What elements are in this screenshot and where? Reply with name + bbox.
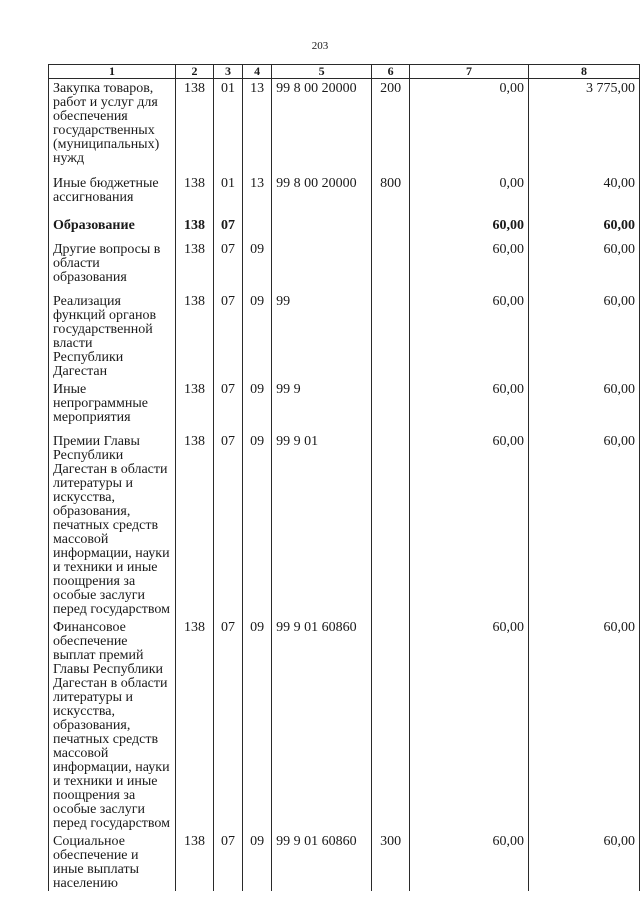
cell-amount-8: 60,00 bbox=[528, 213, 639, 239]
cell-expense-type bbox=[372, 239, 410, 291]
cell-section: 07 bbox=[213, 831, 242, 891]
cell-expense-type: 800 bbox=[372, 174, 410, 213]
budget-table bbox=[48, 64, 640, 891]
cell-amount-7: 60,00 bbox=[410, 617, 529, 831]
cell-subsection: 13 bbox=[243, 174, 272, 213]
table-row bbox=[49, 379, 640, 431]
cell-section: 07 bbox=[213, 213, 242, 239]
cell-amount-7: 60,00 bbox=[410, 379, 529, 431]
cell-section: 07 bbox=[213, 239, 242, 291]
cell-section: 07 bbox=[213, 379, 242, 431]
column-header-3: 3 bbox=[213, 65, 242, 79]
column-header-2: 2 bbox=[176, 65, 214, 79]
table-row bbox=[49, 174, 640, 213]
cell-target-article: 99 9 bbox=[272, 379, 372, 431]
table-row bbox=[49, 291, 640, 379]
table-row bbox=[49, 213, 640, 239]
cell-target-article: 99 8 00 20000 bbox=[272, 174, 372, 213]
row-name: Другие вопросы в области образования bbox=[49, 239, 176, 291]
cell-subsection: 09 bbox=[243, 379, 272, 431]
cell-amount-8: 3 775,00 bbox=[528, 79, 639, 175]
cell-section: 07 bbox=[213, 617, 242, 831]
row-name: Финансовое обеспечение выплат премий Главы Республики Дагестан в области литературы и искусства, образования, печатных средств массовой информации, науки и техники и иные поощрения за особые заслуги перед государством bbox=[49, 617, 176, 831]
column-header-6: 6 bbox=[372, 65, 410, 79]
cell-amount-7: 0,00 bbox=[410, 174, 529, 213]
table-row bbox=[49, 79, 640, 175]
row-name: Образование bbox=[49, 213, 176, 239]
cell-admin-code: 138 bbox=[176, 617, 214, 831]
cell-target-article: 99 9 01 60860 bbox=[272, 831, 372, 891]
column-header-1: 1 bbox=[49, 65, 176, 79]
cell-amount-8: 60,00 bbox=[528, 291, 639, 379]
cell-expense-type bbox=[372, 213, 410, 239]
cell-target-article: 99 bbox=[272, 291, 372, 379]
cell-admin-code: 138 bbox=[176, 239, 214, 291]
cell-subsection: 09 bbox=[243, 617, 272, 831]
cell-amount-7: 60,00 bbox=[410, 239, 529, 291]
row-name: Социальное обеспечение и иные выплаты населению bbox=[49, 831, 176, 891]
column-header-7: 7 bbox=[410, 65, 529, 79]
cell-target-article bbox=[272, 239, 372, 291]
cell-admin-code: 138 bbox=[176, 291, 214, 379]
cell-amount-7: 60,00 bbox=[410, 213, 529, 239]
cell-expense-type: 200 bbox=[372, 79, 410, 175]
cell-expense-type: 300 bbox=[372, 831, 410, 891]
cell-amount-8: 60,00 bbox=[528, 617, 639, 831]
row-name: Реализация функций органов государственной власти Республики Дагестан bbox=[49, 291, 176, 379]
cell-target-article: 99 8 00 20000 bbox=[272, 79, 372, 175]
cell-amount-7: 0,00 bbox=[410, 79, 529, 175]
cell-subsection bbox=[243, 213, 272, 239]
row-name: Закупка товаров, работ и услуг для обеспечения государственных (муниципальных) нужд bbox=[49, 79, 176, 175]
cell-amount-7: 60,00 bbox=[410, 291, 529, 379]
cell-section: 07 bbox=[213, 291, 242, 379]
cell-amount-8: 60,00 bbox=[528, 379, 639, 431]
cell-subsection: 09 bbox=[243, 431, 272, 617]
cell-expense-type bbox=[372, 379, 410, 431]
cell-target-article: 99 9 01 60860 bbox=[272, 617, 372, 831]
header-row bbox=[49, 65, 640, 79]
table-row bbox=[49, 239, 640, 291]
cell-admin-code: 138 bbox=[176, 831, 214, 891]
cell-section: 01 bbox=[213, 79, 242, 175]
table-row bbox=[49, 831, 640, 891]
cell-expense-type bbox=[372, 617, 410, 831]
cell-subsection: 13 bbox=[243, 79, 272, 175]
row-name: Иные непрограммные мероприятия bbox=[49, 379, 176, 431]
cell-subsection: 09 bbox=[243, 239, 272, 291]
cell-section: 07 bbox=[213, 431, 242, 617]
column-header-8: 8 bbox=[528, 65, 639, 79]
cell-subsection: 09 bbox=[243, 291, 272, 379]
cell-admin-code: 138 bbox=[176, 79, 214, 175]
cell-target-article: 99 9 01 bbox=[272, 431, 372, 617]
column-header-4: 4 bbox=[243, 65, 272, 79]
cell-amount-8: 60,00 bbox=[528, 831, 639, 891]
table-row bbox=[49, 617, 640, 831]
cell-amount-7: 60,00 bbox=[410, 431, 529, 617]
cell-admin-code: 138 bbox=[176, 431, 214, 617]
cell-amount-7: 60,00 bbox=[410, 831, 529, 891]
cell-admin-code: 138 bbox=[176, 379, 214, 431]
cell-admin-code: 138 bbox=[176, 213, 214, 239]
cell-admin-code: 138 bbox=[176, 174, 214, 213]
cell-amount-8: 40,00 bbox=[528, 174, 639, 213]
table-row bbox=[49, 431, 640, 617]
row-name: Иные бюджетные ассигнования bbox=[49, 174, 176, 213]
cell-expense-type bbox=[372, 431, 410, 617]
cell-amount-8: 60,00 bbox=[528, 431, 639, 617]
cell-amount-8: 60,00 bbox=[528, 239, 639, 291]
cell-target-article bbox=[272, 213, 372, 239]
cell-expense-type bbox=[372, 291, 410, 379]
cell-section: 01 bbox=[213, 174, 242, 213]
cell-subsection: 09 bbox=[243, 831, 272, 891]
column-header-5: 5 bbox=[272, 65, 372, 79]
page-number: 203 bbox=[311, 40, 329, 52]
row-name: Премии Главы Республики Дагестан в области литературы и искусства, образования, печатных средств массовой информации, науки и техники и иные поощрения за особые заслуги перед государством bbox=[49, 431, 176, 617]
